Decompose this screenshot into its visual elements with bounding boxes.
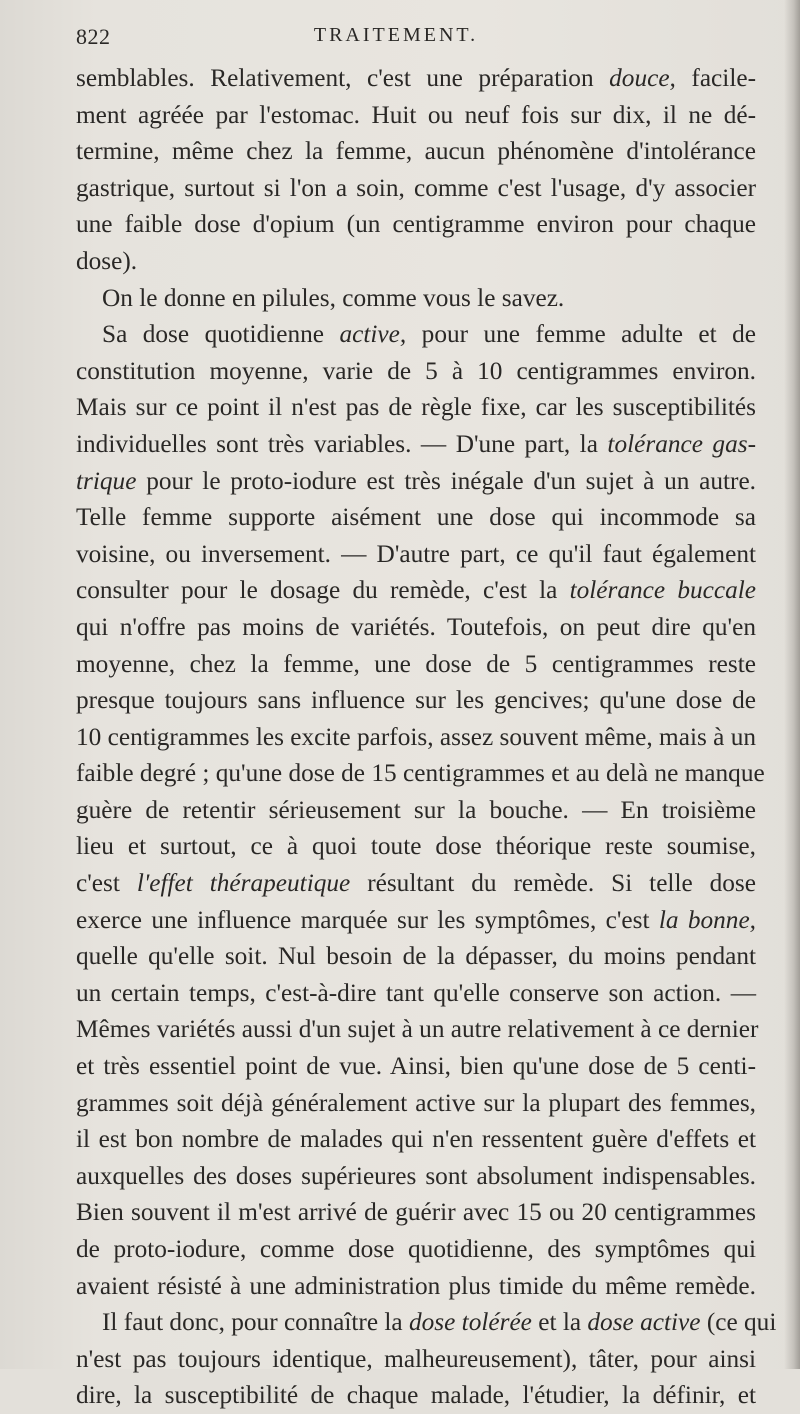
text-line: c'est l'effet thérapeutique résultant du remède. Si telle dose: [76, 869, 757, 898]
text-line: dire, la susceptibilité de chaque malade, l'étudier, la définir, et: [76, 1381, 756, 1410]
text-line: lieu et surtout, ce à quoi toute dose théorique reste soumise,: [76, 832, 756, 861]
text-line: moyenne, chez la femme, une dose de 5 centigrammes reste: [76, 649, 756, 678]
page-header: [76, 24, 716, 54]
text-line: 10 centigrammes les excite parfois, assez souvent même, mais à un: [76, 722, 756, 751]
text-line: constitution moyenne, varie de 5 à 10 centigrammes environ.: [76, 356, 756, 385]
text-line: ment agréée par l'estomac. Huit ou neuf fois sur dix, il ne dé-: [76, 100, 756, 129]
text-line: et très essentiel point de vue. Ainsi, bien qu'une dose de 5 centi-: [76, 1052, 756, 1081]
text-line: Mais sur ce point il n'est pas de règle fixe, car les susceptibilités: [76, 393, 756, 422]
text-line: auxquelles des doses supérieures sont absolument indispensables.: [76, 1161, 756, 1190]
text-line: Sa dose quotidienne active, pour une femme adulte et de: [102, 320, 757, 349]
text-line: voisine, ou inversement. — D'autre part, ce qu'il faut également: [76, 539, 756, 568]
text-line: Telle femme supporte aisément une dose qui incommode sa: [76, 503, 756, 532]
text-line: Mêmes variétés aussi d'un sujet à un autre relativement à ce dernier: [76, 1015, 759, 1044]
text-line: grammes soit déjà généralement active sur la plupart des femmes,: [76, 1088, 756, 1117]
text-line: quelle qu'elle soit. Nul besoin de la dépasser, du moins pendant: [76, 942, 756, 971]
body-text: [76, 60, 777, 1414]
text-line: avaient résisté à une administration plus timide du même remède.: [76, 1271, 756, 1300]
text-line: Bien souvent il m'est arrivé de guérir avec 15 ou 20 centigrammes: [76, 1198, 756, 1227]
text-line: faible degré ; qu'une dose de 15 centigrammes et au delà ne manque: [76, 759, 765, 788]
text-line: individuelles sont très variables. — D'une part, la tolérance gas-: [76, 429, 756, 458]
text-line: gastrique, surtout si l'on a soin, comme c'est l'usage, d'y associer: [76, 173, 756, 202]
text-line: dose).: [76, 246, 138, 275]
text-line: On le donne en pilules, comme vous le savez.: [102, 283, 565, 312]
page-number: 822: [76, 24, 111, 49]
text-line: semblables. Relativement, c'est une préparation douce, facile-: [76, 64, 756, 92]
text-line: un certain temps, c'est-à-dire tant qu'elle conserve son action. —: [76, 978, 756, 1007]
running-head: TRAITEMENT.: [313, 24, 479, 46]
text-line: une faible dose d'opium (un centigramme environ pour chaque: [76, 210, 756, 239]
text-line: qui n'offre pas moins de variétés. Toutefois, on peut dire qu'en: [76, 612, 756, 641]
text-line: exerce une influence marquée sur les symptômes, c'est la bonne,: [76, 905, 756, 934]
text-line: Il faut donc, pour connaître la dose tolérée et la dose active (ce qui: [102, 1308, 777, 1337]
page-edge-shadow: [784, 0, 800, 1369]
text-line: de proto-iodure, comme dose quotidienne, des symptômes qui: [76, 1235, 756, 1263]
text-line: presque toujours sans influence sur les gencives; qu'une dose de: [76, 686, 756, 715]
text-line: trique pour le proto-iodure est très inégale d'un sujet à un autre.: [76, 466, 756, 495]
text-line: guère de retentir sérieusement sur la bouche. — En troisième: [76, 795, 756, 824]
text-line: il est bon nombre de malades qui n'en ressentent guère d'effets et: [76, 1125, 756, 1154]
text-line: n'est pas toujours identique, malheureusement), tâter, pour ainsi: [76, 1344, 756, 1373]
text-line: consulter pour le dosage du remède, c'est la tolérance buccale: [76, 576, 757, 605]
text-line: termine, même chez la femme, aucun phénomène d'intolérance: [76, 137, 756, 166]
